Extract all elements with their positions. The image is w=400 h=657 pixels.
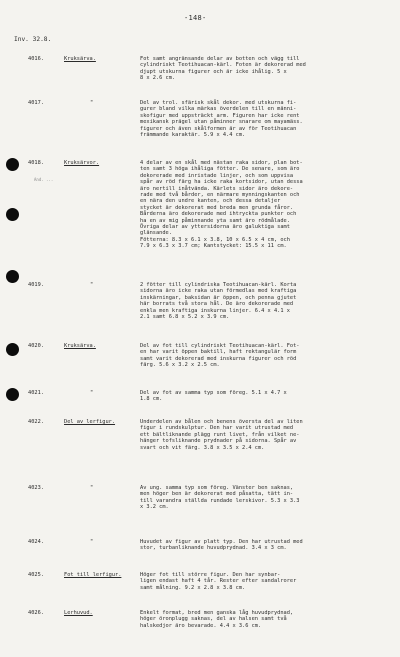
description-line: sidorna äro icke raka utan förmedlas med kraftiga (140, 288, 297, 295)
punch-hole-4 (6, 343, 19, 356)
description-line: 2.1 samt 6.8 x 5.2 x 3.9 cm. (140, 314, 230, 321)
entry-number: 4026. (28, 610, 44, 616)
ditto-mark: " (90, 485, 94, 491)
description-line: Fot samt angränsande delar av botten och vägg till (140, 56, 300, 62)
entry-description (140, 390, 386, 403)
description-line: äro nertill inåtvända. Kärlets sidor äro dekore- (140, 185, 294, 192)
description-line: figurer och även skålformen är av för Teotihuacan (140, 125, 297, 132)
description-line: stycket är dekorerat med breda men grunda fåror. (140, 204, 294, 211)
entry-name: Fot till lerfigur. (64, 572, 122, 578)
description-line: en nära den undre kanten, och dessa detaljer (140, 198, 281, 205)
ditto-mark: " (90, 100, 94, 106)
description-line: mexikansk prägel utan påminner snarare om mayamäss. (140, 119, 303, 126)
description-line: 1.8 cm. (140, 396, 163, 403)
entry-description (140, 282, 386, 320)
description-line: cylindriskt Teotihuacan-kärl. Foten är dekorerad med (140, 62, 306, 69)
description-line: till varandra ställda rundade lerskivor. 5.3 x 3.3 (140, 497, 300, 504)
entry-description (140, 419, 386, 451)
description-line: 8 x 2.6 cm. (140, 75, 176, 82)
description-line: dekorerade med inristade linjer, och som uppvisa (140, 172, 294, 179)
entry-number: 4022. (28, 419, 44, 425)
punch-hole-3 (6, 270, 19, 283)
description-line: Huvudet av figur av platt typ. Den har utrustad med (140, 539, 303, 545)
description-line: svart och vit färg. 3.8 x 3.5 x 2.4 cm. (140, 444, 265, 451)
description-line: spår av röd färg ha icke raka kortsidor, utan dessa (140, 179, 303, 186)
description-line: Bårderna äro dekorerade med ihtryckta punkter och (140, 211, 297, 218)
description-line: halskedjor äro bevarade. 4.4 x 3.6 cm. (140, 622, 262, 629)
description-line: Höger fot till större figur. Den har synbar- (140, 572, 281, 578)
description-line: en har varit öppen baktill, haft rektangulär form (140, 349, 297, 356)
description-line: Av ung. samma typ som föreg. Vänster ben saknas, (140, 485, 294, 491)
description-line: höger öronplugg saknas, del av halsen samt två (140, 616, 287, 623)
description-line: ha en av mig påminnande yta samt äro rödmålade. (140, 217, 290, 224)
punch-hole-1 (6, 158, 19, 171)
ditto-mark: " (90, 282, 94, 288)
description-line: Övriga delar av yttersidorna äro galuktiga samt (140, 224, 290, 231)
description-line: djupt utskurna figurer och är icke ihålig. 5 x (140, 68, 287, 75)
description-line: Enkelt format, bred men ganska låg huvudprydnad, (140, 610, 294, 616)
entry-description (140, 100, 386, 138)
entry-number: 4020. (28, 343, 44, 349)
description-line: hänger tofsliknande prydnader på sidorna. Spår av (140, 438, 297, 445)
entry-description (140, 572, 386, 591)
description-line: stor, turbanliknande huvudprydnad. 3.4 x 3 cm. (140, 545, 287, 552)
description-line: ligen endast haft 4 tår. Rester efter sandalrorer (140, 578, 297, 585)
entry-number: 4018. (28, 160, 44, 166)
description-line: rade med två bårder, en närmare mynningskanten och (140, 192, 300, 199)
description-line: samt varit dekorerad med inskurna figurer och röd (140, 355, 297, 362)
description-line: x 3.2 cm. (140, 504, 169, 511)
description-line: ett bältliknande plägg runt livet, från vilket ne- (140, 431, 300, 438)
entry-number: 4023. (28, 485, 44, 491)
entry-number: 4021. (28, 390, 44, 396)
entry-name: Kruksärvor. (64, 160, 100, 166)
description-line: men höger ben är dekorerat med påsatta, tätt in- (140, 491, 294, 498)
description-line: ten samt 3 höga ihåliga fötter. De senare, som äro (140, 166, 300, 173)
entry-description (140, 539, 386, 552)
entry-name: Kruksärva. (64, 343, 96, 349)
description-line: enkla men kraftiga inskurna linjer. 6.4 x 4.1 x (140, 307, 290, 314)
description-line: 2 fötter till cylindriska Teotihuacan-kärl. Korta (140, 282, 297, 288)
entry-description (140, 610, 386, 629)
description-line: 7.9 x 6.3 x 3.7 cm; Kantstycket: 15.5 x 11 cm. (140, 243, 287, 250)
description-line: inskärningar, baksidan är öppen, och penna gjutet (140, 294, 297, 301)
entry-number: 4024. (28, 539, 44, 545)
punch-hole-5 (6, 388, 19, 401)
description-line: glänsande. (140, 230, 172, 237)
entry-description (140, 56, 386, 82)
description-line: 4 delar av en skål med nästan raka sidor, plan bot- (140, 160, 303, 166)
description-line: färg. 5.6 x 3.2 x 2.5 cm. (140, 362, 220, 369)
description-line: skofigur med uppsträckt arm. Figuren har icke rent (140, 112, 300, 119)
entry-number: 4025. (28, 572, 44, 578)
description-line: främmande karaktär. 5.9 x 4.4 cm. (140, 132, 246, 139)
description-line: samt målning. 9.2 x 2.8 x 3.8 cm. (140, 584, 246, 591)
entry-number: 4017. (28, 100, 44, 106)
entry-description (140, 343, 386, 369)
description-line: här borrats två stora hål. De äro dekorerade med (140, 301, 294, 308)
ditto-mark: " (90, 390, 94, 396)
description-line: Del av fot till cylindriskt Teotihuacan-kärl. Fot- (140, 343, 300, 349)
inventory-header: Inv. 32.8. (14, 36, 52, 43)
description-line: Del av fot av samma typ som föreg. 5.1 x 4.7 x (140, 390, 287, 396)
entry-number: 4019. (28, 282, 44, 288)
entry-number: 4016. (28, 56, 44, 62)
punch-hole-2 (6, 208, 19, 221)
entry-description (140, 160, 386, 250)
entry-name: Del av lerfigur. (64, 419, 116, 425)
description-line: Del av trol. sfärisk skål dekor. med utskurna fi- (140, 100, 297, 106)
entry-name: Kruksärva. (64, 56, 96, 62)
margin-note: And. ... (34, 177, 54, 182)
ditto-mark: " (90, 539, 94, 545)
description-line: Underdelen av bålen och benens översta del av liten (140, 419, 303, 425)
entry-description (140, 485, 386, 511)
description-line: gurer bland vilka märkas överdelen till en männi- (140, 106, 297, 113)
description-line: Fötterna: 8.3 x 6.1 x 3.8, 10 x 6.5 x 4 cm, och (140, 236, 290, 243)
entry-name: Lerhuvud. (64, 610, 93, 616)
description-line: figur i rundskulptur. Den har varit utrustad med (140, 425, 294, 432)
page-number: -148- (184, 14, 207, 22)
